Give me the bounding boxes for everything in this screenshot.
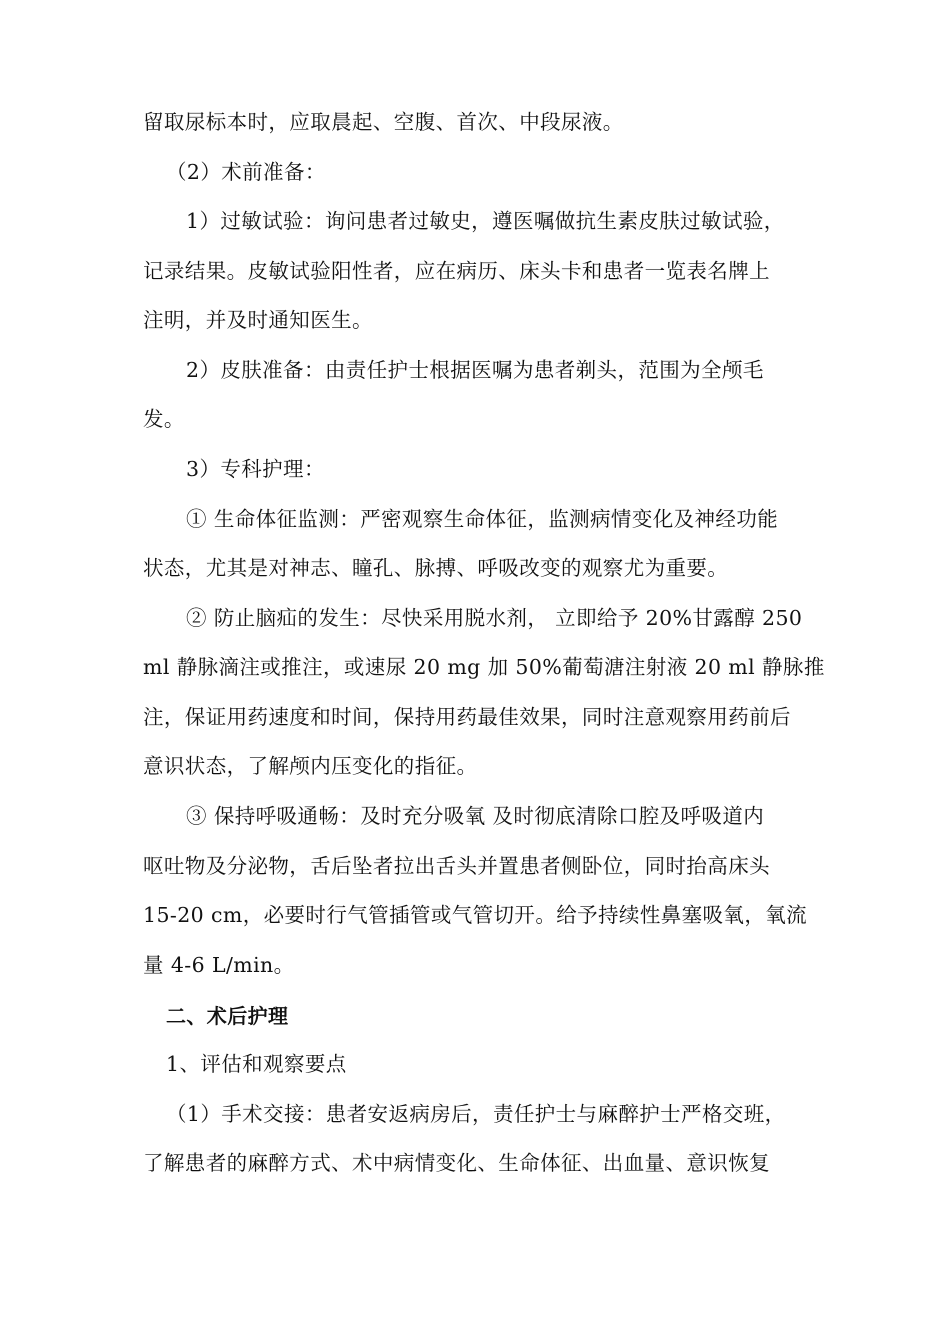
text-line: 注明，并及时通知医生。	[143, 308, 373, 332]
subsection-heading: 3）专科护理：	[186, 457, 325, 481]
text-line: 注，保证用药速度和时间，保持用药最佳效果，同时注意观察用药前后	[143, 705, 791, 729]
text-line: 呕吐物及分泌物，舌后坠者拉出舌头并置患者侧卧位，同时抬高床头	[143, 854, 770, 878]
text-line: 量 4-6 L/min。	[143, 953, 295, 977]
text-line: ② 防止脑疝的发生：尽快采用脱水剂， 立即给予 20%甘露醇 250	[186, 606, 803, 630]
text-line: 发。	[143, 407, 185, 431]
text-line: 状态，尤其是对神志、瞳孔、脉搏、呼吸改变的观察尤为重要。	[143, 556, 729, 580]
text-line: 了解患者的麻醉方式、术中病情变化、生命体征、出血量、意识恢复	[143, 1151, 770, 1175]
section-heading: 二、术后护理	[166, 1004, 289, 1028]
text-line: 意识状态，了解颅内压变化的指征。	[143, 754, 478, 778]
text-line: ③ 保持呼吸通畅：及时充分吸氧 及时彻底清除口腔及呼吸道内	[186, 804, 765, 828]
text-line: （1）手术交接：患者安返病房后，责任护士与麻醉护士严格交班，	[166, 1102, 786, 1126]
subsection-heading: （2）术前准备：	[166, 160, 326, 184]
text-line: 1）过敏试验：询问患者过敏史，遵医嘱做抗生素皮肤过敏试验，	[186, 209, 785, 233]
text-line: 2）皮肤准备：由责任护士根据医嘱为患者剃头，范围为全颅毛	[186, 358, 764, 382]
text-line: 15-20 cm，必要时行气管插管或气管切开。给予持续性鼻塞吸氧，氧流	[143, 903, 808, 927]
text-line: ① 生命体征监测：严密观察生命体征，监测病情变化及神经功能	[186, 507, 779, 531]
text-line: 留取尿标本时，应取晨起、空腹、首次、中段尿液。	[143, 110, 624, 134]
subsection-heading: 1、评估和观察要点	[166, 1052, 347, 1076]
text-line: ml 静脉滴注或推注，或速尿 20 mg 加 50%葡萄溏注射液 20 ml 静脉推	[143, 655, 825, 679]
text-line: 记录结果。皮敏试验阳性者，应在病历、床头卡和患者一览表名牌上	[143, 259, 770, 283]
